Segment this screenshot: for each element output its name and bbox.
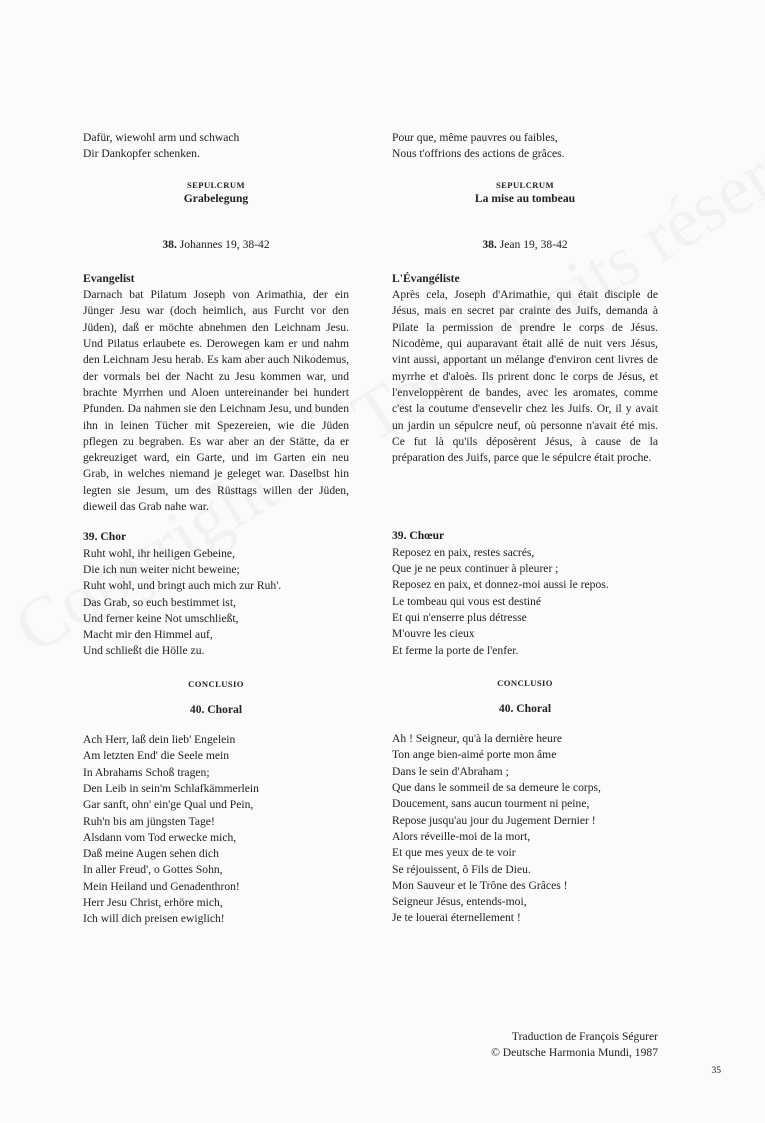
french-column: [392, 130, 658, 927]
movement-heading: [83, 237, 349, 253]
text-line: Que je ne peux continuer à pleurer ;: [392, 562, 559, 576]
credits: [491, 1029, 658, 1061]
text-line: Das Grab, so euch bestimmet ist,: [83, 595, 236, 609]
movement-title: 39. Chœur: [392, 529, 445, 543]
text-line: Alors réveille-moi de la mort,: [392, 829, 531, 843]
recitative-text: Après cela, Joseph d'Arimathie, qui était disciple de Jésus, mais en secret par crainte des Juifs, demanda à Pilate la permission de prendre le corps de Jésus. Nicodème, qui auparavant était allé de nuit vers Jésus, vint aussi, apportant un mélange d'environ cent livres de myrrhe et d'aloès. Ils prirent donc le corps de Jésus, et l'enveloppèrent de bandes, avec les aromates, comme c'est la coutume d'ensevelir chez les Juifs. Or, il y avait un jardin un sépulcre neuf, où personne n'avait été mis. Ce fut là qu'ils déposèrent Jésus, à cause de la préparation des Juifs, parce que le sépulcre était proche.: [392, 288, 658, 465]
choral-lines: [83, 732, 349, 928]
movement-heading: [392, 237, 658, 253]
text-line: Dir Dankopfer schenken.: [83, 147, 200, 161]
text-line: Die ich nun weiter nicht beweine;: [83, 562, 240, 576]
text-line: Se réjouissent, ô Fils de Dieu.: [392, 862, 531, 876]
text-line: Reposez en paix, et donnez-moi aussi le repos.: [392, 578, 609, 592]
section-label: SEPULCRUM: [186, 179, 246, 190]
movement-title: 40. Choral: [189, 702, 243, 716]
text-line: Am letzten End' die Seele mein: [83, 749, 229, 763]
text-line: Macht mir den Himmel auf,: [83, 628, 213, 642]
text-line: Et que mes yeux de te voir: [392, 846, 516, 860]
scripture-reference: Johannes 19, 38-42: [179, 237, 270, 251]
text-line: Et ferme la porte de l'enfer.: [392, 643, 519, 657]
movement-number: 38.: [162, 237, 177, 251]
text-line: Le tombeau qui vous est destiné: [392, 594, 542, 608]
text-line: Dafür, wiewohl arm und schwach: [83, 131, 240, 144]
translation-credit: Traduction de François Ségurer: [511, 1030, 658, 1043]
text-line: Je te louerai éternellement !: [392, 911, 521, 925]
scripture-reference: Jean 19, 38-42: [499, 237, 568, 251]
movement-title: 40. Choral: [498, 701, 552, 715]
text-line: Gar sanft, ohn' ein'ge Qual und Pein,: [83, 798, 254, 812]
text-line: Daß meine Augen sehen dich: [83, 847, 219, 861]
text-line: Mein Heiland und Genadenthron!: [83, 879, 240, 893]
text-line: Nous t'offrions des actions de grâces.: [392, 147, 565, 161]
section-label: SEPULCRUM: [495, 179, 555, 190]
text-line: Reposez en paix, restes sacrés,: [392, 545, 535, 559]
text-line: Ruht wohl, und bringt auch mich zur Ruh'.: [83, 579, 282, 593]
section-title: Grabelegung: [183, 191, 249, 205]
recitative-text: Darnach bat Pilatum Joseph von Arimathia, der ein Jünger Jesu war (doch heimlich, aus Furcht vor den Jüden), daß er möchte abnehmen den Leichnam Jesu. Und Pilatus erlaubete es. Derowegen kam er und nahm den Leichnam Jesu herab. Es kam aber auch Nikodemus, der vormals bei der Nacht zu Jesu kommen war, und brachte Myrrhen und Aloen untereinander bei hundert Pfunden. Da nahmen sie den Leichnam Jesu, und bunden ihn in leinen Tücher mit Spezereien, wie die Jüden pflegen zu begraben. Es war aber an der Stätte, da er gekreuziget ward, ein Garte, und im Garten ein neu Grab, in welches niemand je geleget war. Daselbst hin legten sie Jesum, um des Rüsttags willen der Jüden, dieweil das Grab nahe war.: [83, 288, 349, 514]
text-line: Ruh'n bis am jüngsten Tage!: [83, 814, 215, 828]
speaker-label: L'Évangéliste: [392, 271, 460, 285]
text-line: Doucement, sans aucun tourment ni peine,: [392, 797, 590, 811]
text-line: Et qui n'enserre plus détresse: [392, 610, 527, 624]
section-title: La mise au tombeau: [474, 191, 576, 205]
text-line: Ton ange bien-aimé porte mon âme: [392, 748, 557, 762]
text-line: Und ferner keine Not umschließt,: [83, 611, 239, 625]
german-column: [83, 130, 349, 928]
speaker-label: Evangelist: [83, 271, 135, 285]
text-line: Que dans le sommeil de sa demeure le corps,: [392, 781, 601, 795]
intro-lines: [83, 130, 349, 163]
text-line: Und schließt die Hölle zu.: [83, 644, 205, 658]
text-line: Herr Jesu Christ, erhöre mich,: [83, 895, 223, 909]
text-line: Ach Herr, laß dein lieb' Engelein: [83, 733, 236, 747]
text-line: Repose jusqu'au jour du Jugement Dernier !: [392, 813, 596, 827]
text-line: M'ouvre les cieux: [392, 627, 475, 641]
text-line: Ruht wohl, ihr heiligen Gebeine,: [83, 546, 235, 560]
text-line: Seigneur Jésus, entends-moi,: [392, 895, 527, 909]
text-line: In aller Freud', o Gottes Sohn,: [83, 863, 223, 877]
text-line: In Abrahams Schoß tragen;: [83, 765, 210, 779]
intro-lines: [392, 130, 658, 163]
choral-lines: [392, 731, 658, 927]
text-line: Mon Sauveur et le Trône des Grâces !: [392, 878, 568, 892]
chorus-lines: [83, 546, 349, 660]
page-number: 35: [711, 1066, 721, 1076]
chorus-lines: [392, 545, 658, 659]
text-line: Ich will dich preisen ewiglich!: [83, 912, 225, 926]
movement-number: 38.: [482, 237, 497, 251]
text-line: Ah ! Seigneur, qu'à la dernière heure: [392, 732, 562, 746]
text-line: Pour que, même pauvres ou faibles,: [392, 131, 558, 144]
copyright-notice: © Deutsche Harmonia Mundi, 1987: [491, 1046, 658, 1059]
section-label: CONCLUSIO: [188, 678, 244, 689]
movement-title: 39. Chor: [83, 530, 127, 544]
text-line: Den Leib in sein'm Schlafkämmerlein: [83, 781, 259, 795]
text-line: Alsdann vom Tod erwecke mich,: [83, 830, 237, 844]
section-label: CONCLUSIO: [497, 677, 553, 688]
text-line: Dans le sein d'Abraham ;: [392, 764, 509, 778]
